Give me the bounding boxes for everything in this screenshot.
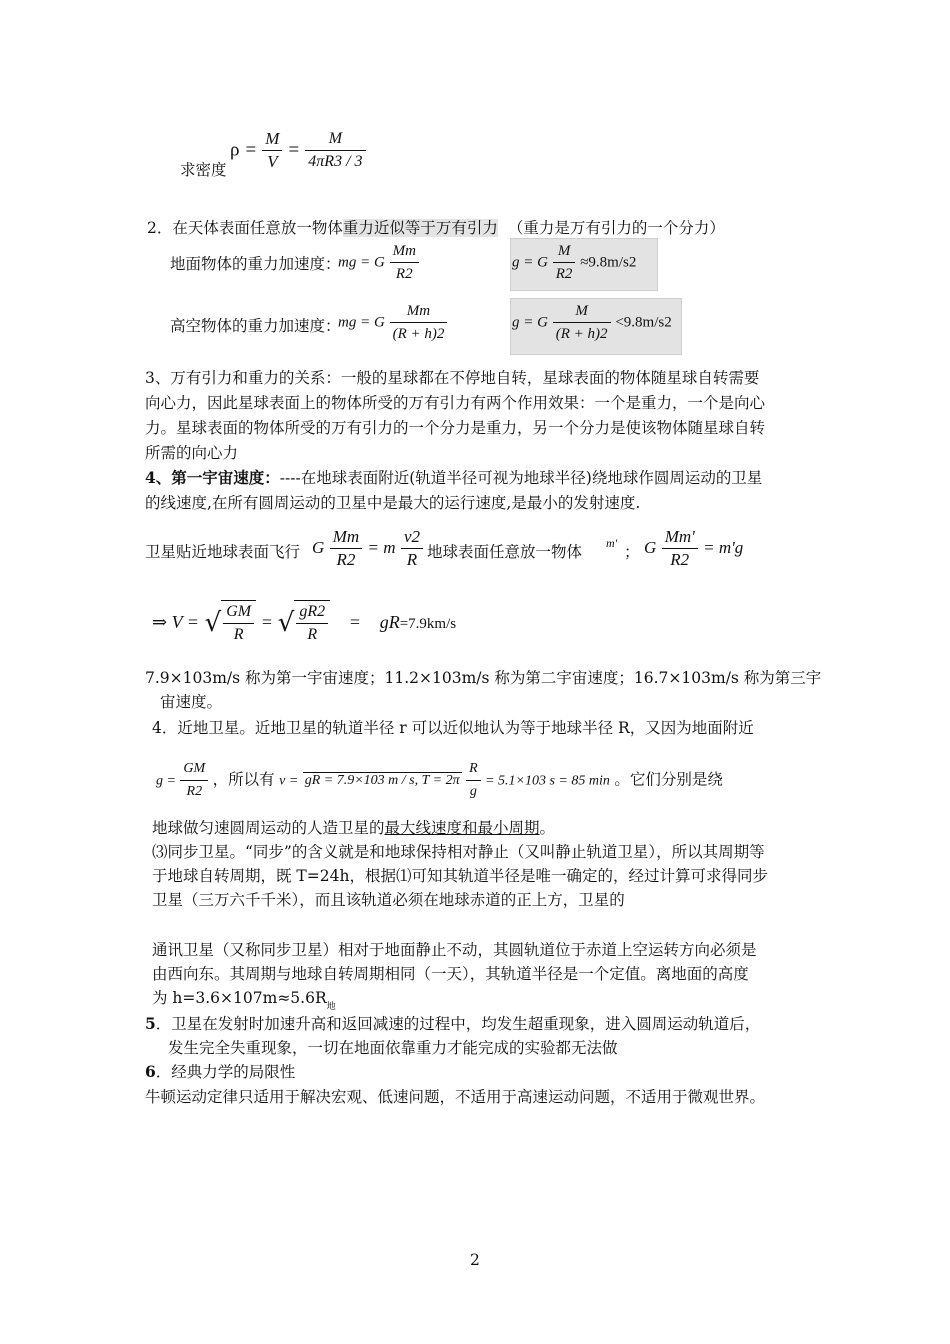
sec4-line-1: 4、第一宇宙速度：----在地球表面附近(轨道半径可视为地球半径)绕地球作圆周运动的卫星: [145, 468, 763, 487]
ground-label: 地面物体的重力加速度：: [170, 255, 341, 273]
page-number: 2: [470, 1251, 480, 1269]
sec3-line-3: 力。星球表面的物体所受的万有引力的一个分力是重力，另一个分力是使该物体随星球自转: [145, 419, 766, 437]
sync-line-3: 卫星（三万六千千米），而且该轨道必须在地球赤道的正上方，卫星的: [152, 891, 625, 909]
sec5-line-1: 5．卫星在发射时加速升高和返回减速的过程中，均发生超重现象，进入圆周运动轨道后，: [145, 1014, 761, 1033]
sec5-line-2: 发生完全失重现象，一切在地面依靠重力才能完成的实验都无法做: [168, 1039, 618, 1057]
high-formula: mg = G $\frac{Mm}{(R + h)2}$: [338, 300, 447, 345]
sec3-line-1: 3、万有引力和重力的关系：一般的星球都在不停地自转，星球表面的物体随星球自转需要: [145, 369, 760, 387]
density-label: 求密度: [180, 161, 227, 179]
near-label: 卫星贴近地球表面飞行: [145, 543, 301, 561]
sec6-title: 6．经典力学的局限性: [145, 1062, 296, 1081]
comm-line-2: 由西向东。其周期与地球自转周期相同（一天），其轨道半径是一个定值。离地面的高度: [152, 965, 749, 983]
m-prime: m': [606, 536, 618, 550]
velocity-formula: ⇒ V = √ $\frac{GM}{R}$ = √ $\frac{gR2}{R}$ = gR=7.9km/s: [152, 600, 456, 646]
any-formula: G $\frac{Mm'}{R2}$ = m'g: [644, 527, 744, 569]
sec2-heading: 2．在天体表面任意放一物体重力近似等于万有引力 （重力是万有引力的一个分力）: [147, 219, 725, 237]
speeds-line-2: 宙速度。: [160, 693, 223, 711]
comm-line-1: 通讯卫星（又称同步卫星）相对于地面静止不动，其圆轨道位于赤道上空运转方向必须是: [152, 941, 757, 959]
sec6-line: 牛顿运动定律只适用于解决宏观、低速问题，不适用于高速运动问题，不适用于微观世界。: [145, 1088, 766, 1106]
any-label: 地球表面任意放一物体: [427, 543, 583, 561]
ground-formula: mg = G $\frac{Mm}{R2}$: [338, 240, 419, 285]
high-label: 高空物体的重力加速度：: [170, 317, 341, 335]
near-formula: G $\frac{Mm}{R2}$ = m $\frac{v2}{R}$: [312, 526, 423, 571]
density-formula: ρ = $\frac{M}{V}$ = $\frac{M}{4\pi R3 / 3}$: [230, 128, 366, 173]
sync-line-1: ⑶同步卫星。“同步”的含义就是和地球保持相对静止（又叫静止轨道卫星），所以其周期等: [152, 843, 765, 861]
semicolon: ；: [624, 543, 640, 561]
sec3-line-4: 所需的向心力: [145, 444, 239, 462]
sec3-line-2: 向心力，因此星球表面上的物体所受的万有引力有两个作用效果：一个是重力，一个是向心: [145, 394, 766, 412]
near-sat-line-3: 地球做匀速圆周运动的人造卫星的最大线速度和最小周期。: [152, 819, 556, 837]
speeds-line-1: 7.9×103m/s 称为第一宇宙速度；11.2×103m/s 称为第二宇宙速度；16.7×103m/s 称为第三宇: [145, 669, 822, 687]
sec4-line-2: 的线速度,在所有圆周运动的卫星中是最大的运行速度,是最小的发射速度.: [145, 494, 641, 512]
comm-line-3: 为 $h=3.6\times 107m\approx 5.6R_地$: [152, 989, 336, 1012]
near-sat-line-1: 4．近地卫星。近地卫星的轨道半径 r 可以近似地认为等于地球半径 R，又因为地面附近: [152, 719, 754, 737]
near-sat-formula: g = $\frac{GM}{R2}$ ，所以有 v = gR = 7.9×103 m / s, T = 2π $\frac{R}{g}$ = 5.1×103 s = 85 min 。它们分别是绕: [156, 758, 723, 803]
sync-line-2: 于地球自转周期，既 T=24h，根据⑴可知其轨道半径是唯一确定的，经过计算可求得同步: [152, 867, 768, 885]
high-g-formula: g = G $\frac{M}{(R + h)2}$ <9.8m/s2: [512, 300, 672, 345]
ground-g-formula: g = G $\frac{M}{R2}$ ≈9.8m/s2: [512, 240, 636, 285]
